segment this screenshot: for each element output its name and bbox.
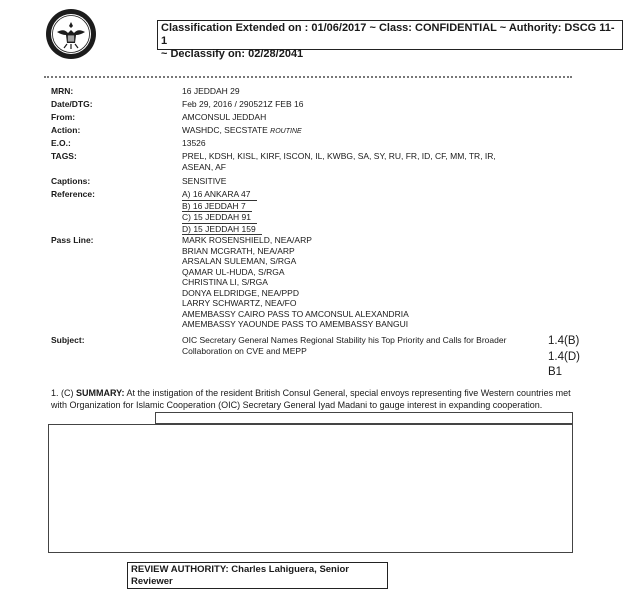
passline-item: BRIAN MCGRATH, NEA/ARP: [182, 245, 295, 256]
department-of-state-seal: [45, 8, 97, 60]
passline-item: LARRY SCHWARTZ, NEA/FO: [182, 298, 297, 308]
action-precedence: ROUTINE: [270, 128, 302, 135]
captions-label: Captions:: [51, 176, 91, 186]
tags-line-1: PREL, KDSH, KISL, KIRF, ISCON, IL, KWBG, SA, SY, RU, FR, ID, CF, MM, TR, IR,: [182, 151, 496, 161]
classification-line-2: ~ Declassify on: 02/28/2041: [161, 48, 304, 60]
passline-item: MARK ROSENSHIELD, NEA/ARP: [182, 235, 312, 245]
subject-line-1: OIC Secretary General Names Regional Stability his Top Priority and Calls for Broader: [182, 335, 507, 345]
captions-value: SENSITIVE: [182, 176, 227, 186]
action-label: Action:: [51, 125, 81, 135]
date-value: Feb 29, 2016 / 290521Z FEB 16: [182, 99, 304, 109]
passline-item: ARSALAN SULEMAN, S/RGA: [182, 256, 297, 266]
mrn-label: MRN:: [51, 86, 74, 96]
mrn-value: 16 JEDDAH 29: [182, 86, 240, 96]
reference-item: A) 16 ANKARA 47: [182, 189, 257, 201]
exemption-code: B1: [548, 366, 563, 378]
subject-label: Subject:: [51, 335, 85, 345]
eo-value: 13526: [182, 138, 206, 148]
summary-paragraph: [51, 387, 571, 411]
passline-item: AMEMBASSY YAOUNDE PASS TO AMEMBASSY BANGUI: [182, 319, 409, 329]
passline-item: AMEMBASSY CAIRO PASS TO AMCONSUL ALEXANDRIA: [182, 308, 409, 319]
passline-item: CHRISTINA LI, S/RGA: [182, 277, 268, 287]
tags-label: TAGS:: [51, 151, 77, 161]
eo-label: E.O.:: [51, 138, 71, 148]
exemption-code: 1.4(B): [548, 335, 580, 347]
passline-list: [182, 235, 557, 330]
redacted-inline-box: [155, 412, 573, 424]
summary-text: At the instigation of the resident British Consul General, special envoys representing five Western countries met with Organization for Islamic Cooperation (OIC) Secretary General Iyad Madani to gauge interest in expanding cooperation.: [51, 388, 571, 410]
reference-list: [182, 189, 557, 235]
reference-item: D) 15 JEDDAH 159: [182, 224, 262, 236]
classification-banner: [157, 20, 623, 60]
tags-line-2: ASEAN, AF: [182, 161, 226, 172]
reference-item: B) 16 JEDDAH 7: [182, 201, 252, 213]
passline-item: QAMAR UL-HUDA, S/RGA: [182, 266, 285, 277]
reference-item: C) 15 JEDDAH 91: [182, 212, 257, 224]
action-addressee: WASHDC, SECSTATE: [182, 125, 268, 135]
review-authority-box: [127, 562, 388, 589]
from-label: From:: [51, 112, 76, 122]
passline-label: Pass Line:: [51, 235, 94, 245]
date-label: Date/DTG:: [51, 99, 93, 109]
from-value: AMCONSUL JEDDAH: [182, 112, 267, 122]
passline-item: DONYA ELDRIDGE, NEA/PPD: [182, 287, 299, 298]
action-value: [182, 125, 557, 138]
classification-line-1: Classification Extended on : 01/06/2017 ~ Class: CONFIDENTIAL ~ Authority: DSCG 11-1: [161, 22, 615, 47]
header-divider: [44, 76, 572, 78]
redacted-block: [48, 424, 573, 553]
summary-heading: SUMMARY:: [76, 388, 125, 398]
reference-label: Reference:: [51, 189, 95, 199]
summary-prefix: 1. (C): [51, 388, 77, 398]
tags-value: [182, 151, 557, 172]
review-line-2: Reviewer: [131, 576, 173, 587]
subject-line-2: Collaboration on CVE and MEPP: [182, 345, 307, 356]
subject-value: [182, 335, 557, 356]
review-line-1: REVIEW AUTHORITY: Charles Lahiguera, Senior: [131, 564, 350, 575]
exemption-code: 1.4(D): [548, 351, 580, 363]
